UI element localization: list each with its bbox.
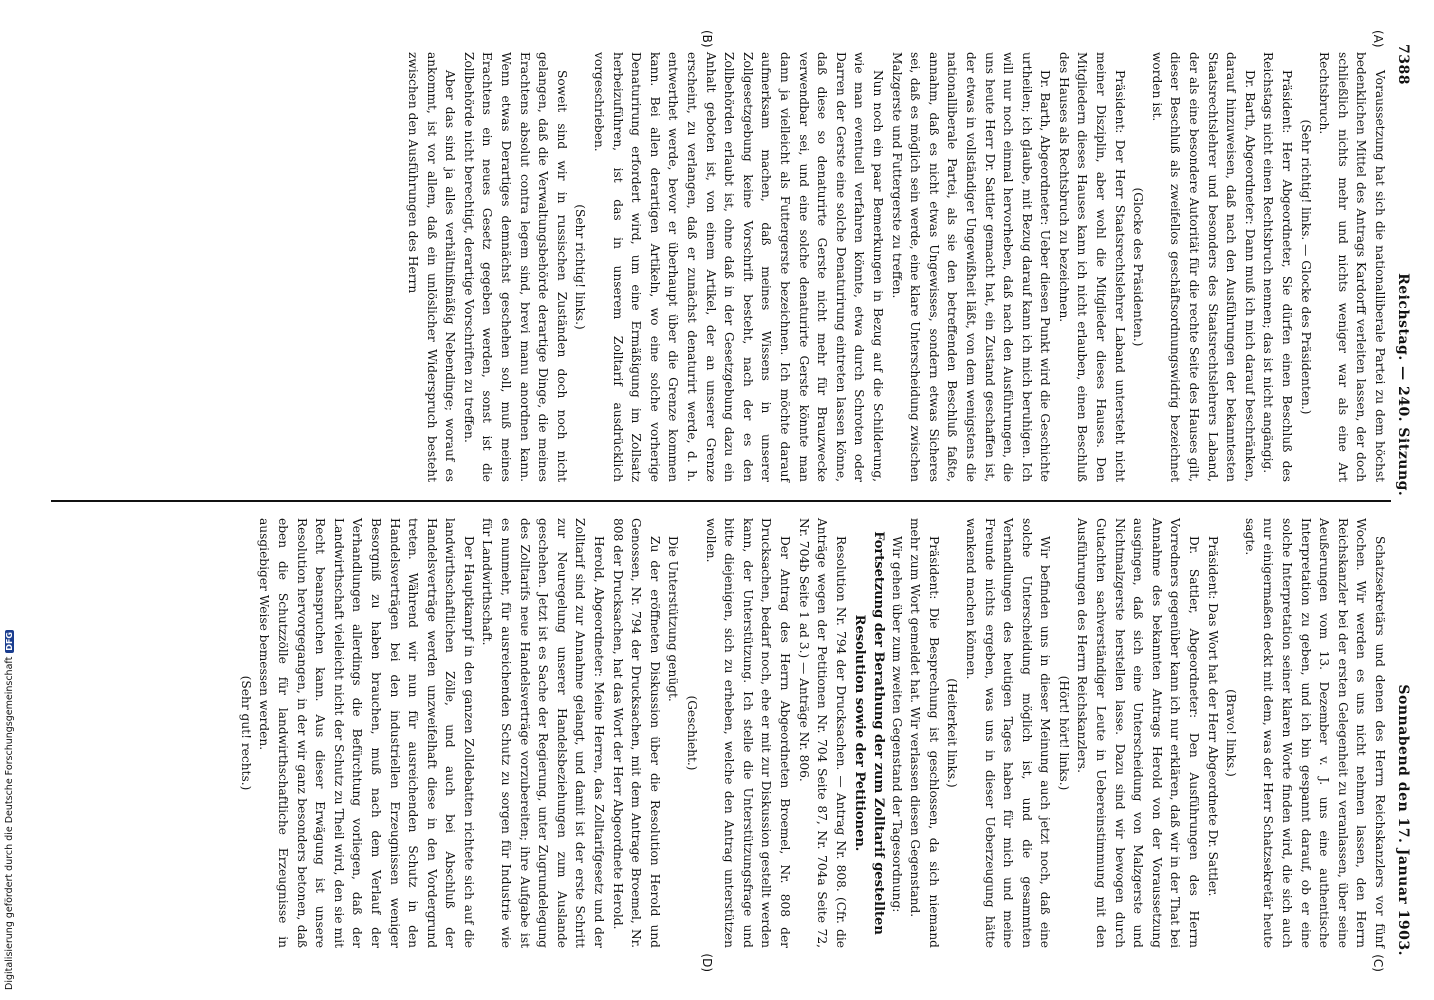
paragraph: Aber das sind ja alles verhältnißmäßig Nebendinge; worauf es ankommt, ist vor allem, daß ein unlöslicher Widerspruch besteht zwischen den Ausführungen des Herrn — [406, 52, 458, 482]
paragraph: Präsident: Das Wort hat der Herr Abgeordnete Dr. Sattler. — [1205, 536, 1220, 897]
paragraph: (Heiterkeit links.) — [945, 678, 960, 788]
paragraph: Voraussetzung hat sich die nationalliberale Partei zu dem höchst bedenklichen Mittel des Antrags Kardorff verleiten lassen, der doch schließlich nichts mehr und nichts weniger war als eine Art Rechtsbruch. — [1317, 52, 1387, 482]
paragraph: Präsident: Herr Abgeordneter, Sie dürfen einen Beschluß des Reichstags nicht einen Rechtsbruch nennen; das ist nicht angängig. — [1261, 52, 1295, 482]
margin-marker-b: (B) — [700, 30, 714, 48]
paragraph: Resolution Nr. 794 der Drucksachen. — Antrag Nr. 808. (Cfr. die Anträge wegen der Petitionen Nr. 704 Seite 87, Nr. 704a Seite 72, Nr. 704b Seite 1 ad 3.) — Anträge Nr. 806. — [796, 518, 848, 948]
paragraph: Dr. Barth, Abgeordneter: Ueber diesen Punkt wird die Geschichte urtheilen; ich glaube, mit Bezug darauf kann ich mich beruhigen. Ich will nur noch einmal hervorheben, daß nach den Ausführungen, die uns heute Herr Dr. Sattler gemacht hat, ein Zustand geschaffen ist, der etwas in vollständiger Ungewißheit läßt, von dem wenigstens die nationalliberale Partei, als sie den betreffenden Beschluß faßte, annahm, daß es nicht etwas Ungewisses, sondern etwas Sicheres sei, daß es möglich sein werde, eine klare Unterscheidung zwischen Malzgerste und Futtergerste zu treffen. — [889, 52, 1053, 482]
paragraph: Fortsetzung der Berathung der zum Zolltarif gestellten Resolution sowie der Petitionen. — [852, 531, 886, 935]
page-title: Reichstag. — 240. Sitzung. — [1395, 273, 1411, 497]
paragraph: Wir befinden uns in dieser Meinung auch jetzt noch, daß eine solche Unterscheidung möglich ist, und die gesammten Verhandlungen des heutigen Tages haben für mich und meine Freunde nichts ergeben, was uns in dieser Ueberzeugung hätte wankend machen können. — [963, 518, 1053, 948]
paragraph: Soweit sind wir in russischen Zuständen doch noch nicht gelangen, daß die Verwaltungsbehörde derartige Dinge, die meines Erachtens absolut contra legem sind, brevi manu anordnen kann. Wenn etwas Derartiges demnächst geschehen soll, muß meines Erachtens ein neues Gesetz gegeben werden, sonst ist die Zollbehörde nicht berechtigt, derartige Vorschriften zu treffen. — [461, 52, 569, 482]
paragraph: Schatzsekretärs und denen des Herrn Reichskanzlers vor fünf Wochen. Wir werden es uns nicht nehmen lassen, den Herrn Reichskanzler bei der ersten Gelegenheit zu veranlassen, über seine Aeußerungen vom 13. Dezember v. J. uns eine authentische Interpretation zu geben, und ich bin gespannt darauf, ob er eine solche Interpretation seiner klaren Worte finden wird, die sich auch nur einigermaßen deckt mit dem, was der Herr Schatzsekretär heute sagte. — [1242, 518, 1387, 948]
paragraph: Wir gehen über zum zweiten Gegenstand der Tagesordnung: — [889, 536, 904, 913]
paragraph: (Sehr richtig! links. — Glocke des Präsidenten.) — [1298, 119, 1313, 415]
margin-marker-d: (D) — [700, 953, 714, 972]
page-number: 7388 — [1395, 44, 1411, 85]
paragraph: (Geschieht.) — [685, 695, 700, 771]
digitization-credit-text: Digitalisierung gefördert durch die Deutsche Forschungsgemeinschaft — [3, 656, 15, 990]
text-columns — [51, 30, 1391, 972]
paragraph: Präsident: Die Besprechung ist geschlossen, da sich niemand mehr zum Wort gemeldet hat. Wir verlassen diesen Gegenstand. — [908, 518, 941, 948]
paragraph: Der Hauptkampf in den ganzen Zolldebatten richtete sich auf die landwirthschaftlichen Zölle, und auch bei Abschluß der Handelsverträge werden unzweifelhaft diese in den Vordergrund treten. Während wir nun für ausreichenden Schutz in den Handelsverträgen bei den industriellen Erzeugnissen weniger Besorgniß zu haben brauchen, muß nach dem Verlauf der Verhandlungen allerdings die Befürchtung vorliegen, daß der Landwirthschaft vielleicht nicht der Schutz zu Theil wird, den sie mit Recht beanspruchen kann. Aus dieser Erwägung ist unsere Resolution hervorgegangen, in der wir ganz besonders betonen, daß eben die Schutzzölle für landwirthschaftliche Erzeugnisse in ausgiebiger Weise bemessen werden. — [257, 518, 476, 948]
paragraph: (Bravo! links.) — [1224, 689, 1239, 777]
margin-marker-a: (A) — [1371, 30, 1385, 48]
paragraph: Präsident: Der Herr Staatsrechtslehrer Laband untersteht nicht meiner Disziplin, aber wohl die Mitglieder dieses Hauses. Den Mitgliedern dieses Hauses kann ich nicht erlauben, einen Beschluß des Hauses als Rechtsbruch zu bezeichnen. — [1056, 52, 1127, 482]
right-column — [51, 500, 1391, 972]
paragraph: (Hört! hört! links.) — [1056, 675, 1071, 791]
paragraph: Die Unterstützung genügt. — [666, 536, 681, 702]
paragraph: Nun noch ein paar Bemerkungen in Bezug auf die Schilderung, wie man eventuell verfahren könnte, etwa durch Schroten oder Darren der Gerste eine solche Denaturirung eintreten lassen könne, daß diese so denaturirte Gerste nicht mehr für Brauzwecke verwendbar sei, und eine solche denaturirte Gerste könnte man dann ja vielleicht als Futtergerste bezeichnen. Ich möchte darauf aufmerksam machen, daß meines Wissens in unserer Zollgesetzgebung keine Vorschrift besteht, nach der es den Zollbehörden erlaubt ist, ohne daß in der Gesetzgebung dazu ein Anhalt geboten ist, von einem Artikel, der an unserer Grenze erscheint, zu verlangen, daß er zunächst denaturirt werde, d. h. entwerthet werde, bevor er überhaupt über die Grenze kommen kann. Bei allen derartigen Artikeln, wo eine solche vorherige Denaturirung erfordert wird, um eine Ermäßigung im Zollsatz herbeizuführen, ist das in unserem Zolltarif ausdrücklich vorgeschrieben. — [592, 52, 885, 482]
digitization-credit — [2, 560, 16, 990]
page-header — [1391, 34, 1411, 966]
paragraph: Der Antrag des Herrn Abgeordneten Broemel, Nr. 808 der Drucksachen, bedarf noch, ehe er mit zur Diskussion gestellt werden kann, der Unterstützung. Ich stelle die Unterstützungsfrage und bitte diejenigen, sich zu erheben, welche den Antrag unterstützen wollen. — [703, 518, 792, 948]
paragraph: Dr. Sattler, Abgeordneter: Den Ausführungen des Herrn Vorredners gegenüber kann ich nur erklären, daß wir in der That bei Annahme des bekannten Antrags Herold von der Voraussetzung ausgingen, daß sich eine Unterscheidung von Malzgerste und Nichtmalzgerste herstellen lasse. Dazu sind wir bewogen durch Gutachten sachverständiger Leute in Uebereinstimmung mit den Ausführungen des Herrn Reichskanzlers. — [1075, 518, 1202, 948]
paragraph: (Glocke des Präsidenten.) — [1131, 187, 1146, 347]
left-column — [51, 30, 1391, 500]
paragraph: (Sehr gut! rechts.) — [238, 675, 253, 791]
scanned-page — [17, 20, 1417, 980]
paragraph: Dr. Barth, Abgeordneter: Dann muß ich mich darauf beschränken, darauf hinzuweisen, daß nach den Ausführungen der bekanntesten Staatsrechtslehrer und besonders des Staatsrechtslehrers Laband, der als eine besondere Autorität für die rechte Seite des Hauses gilt, dieser Beschluß als zweifellos geschäftsordnungswidrig bezeichnet worden ist. — [1149, 52, 1257, 482]
paragraph: Herold, Abgeordneter: Meine Herren, das Zolltarifgesetz und der Zolltarif sind zur Annahme gelangt, und damit ist der erste Schritt zur Neuregelung unserer Handelsbeziehungen zum Auslande geschehen. Jetzt ist es Sache der Regierung, unter Zugrundelegung des Zolltarifs neue Handelsverträge vorzubereiten; ihre Aufgabe ist es nunmehr, für ausreichenden Schutz zu sorgen für Industrie wie für Landwirthschaft. — [480, 518, 607, 948]
margin-marker-c: (C) — [1371, 954, 1385, 972]
paragraph: Zu der eröffneten Diskussion über die Resolution Herold und Genossen, Nr. 794 der Drucksachen, mit dem Antrage Broemel, Nr. 808 der Drucksachen, hat das Wort der Herr Abgeordnete Herold. — [610, 518, 662, 948]
paragraph: (Sehr richtig! links.) — [573, 204, 588, 330]
dfg-logo-icon: DFG — [4, 632, 14, 651]
session-date: Sonnabend den 17. Januar 1903. — [1395, 684, 1411, 956]
